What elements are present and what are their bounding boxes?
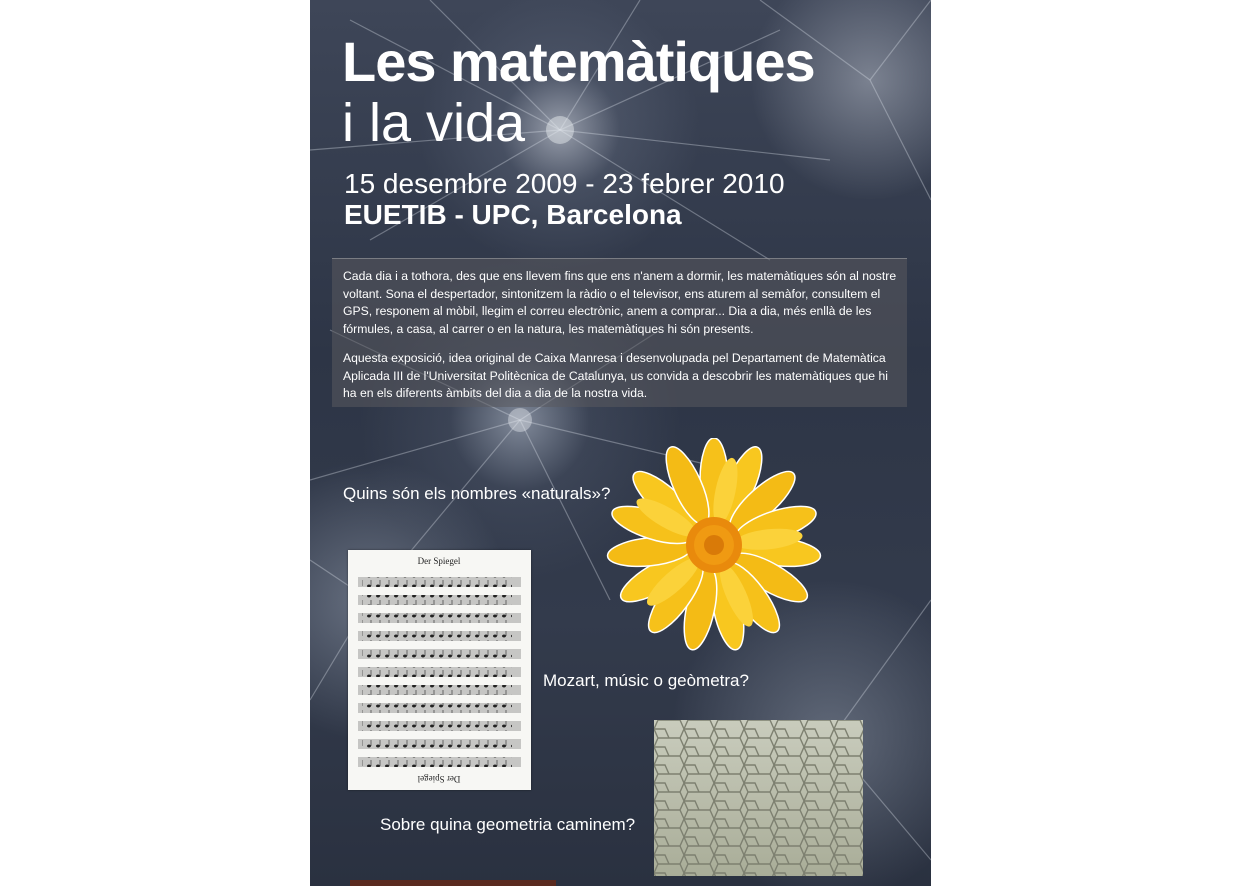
- bottom-image-edge: [350, 880, 556, 886]
- description-paragraph-2: Aquesta exposició, idea original de Caixa Manresa i desenvolupada pel Departament de Matemàtica Aplicada III de l'Universitat Politècnica de Catalunya, us convida a descobrir les matemàtiques que hi ha en els diferents àmbits del dia a dia de la nostra vida.: [343, 351, 888, 400]
- exhibition-venue: EUETIB - UPC, Barcelona: [344, 199, 682, 230]
- score-title-inverted: Der Spiegel: [417, 774, 461, 784]
- yellow-flower-image: [606, 438, 822, 652]
- question-geometry: Sobre quina geometria caminem?: [380, 815, 636, 834]
- poster-title: Les matemàtiques: [342, 30, 815, 93]
- sheet-music-image: [348, 550, 531, 790]
- score-title: Der Spiegel: [417, 556, 461, 566]
- exhibition-dates: 15 desembre 2009 - 23 febrer 2010: [344, 168, 785, 199]
- poster: [310, 0, 931, 886]
- poster-subtitle: i la vida: [342, 93, 526, 153]
- hexagon-paving-image: [654, 720, 863, 876]
- description-box: [332, 258, 907, 407]
- question-mozart: Mozart, músic o geòmetra?: [543, 671, 749, 690]
- description-paragraph-1: Cada dia i a tothora, des que ens llevem fins que ens n'anem a dormir, les matemàtiques són al nostre voltant. Sona el despertador, sintonitzem la ràdio o el televisor, ens aturem al semàfor, consultem el GPS, responem al mòbil, llegim el correu electrònic, anem a comprar... Dia a dia, més enllà de les fórmules, a casa, al carrer o en la natura, les matemàtiques hi són presents.: [343, 269, 897, 336]
- question-natural-numbers: Quins són els nombres «naturals»?: [343, 484, 611, 503]
